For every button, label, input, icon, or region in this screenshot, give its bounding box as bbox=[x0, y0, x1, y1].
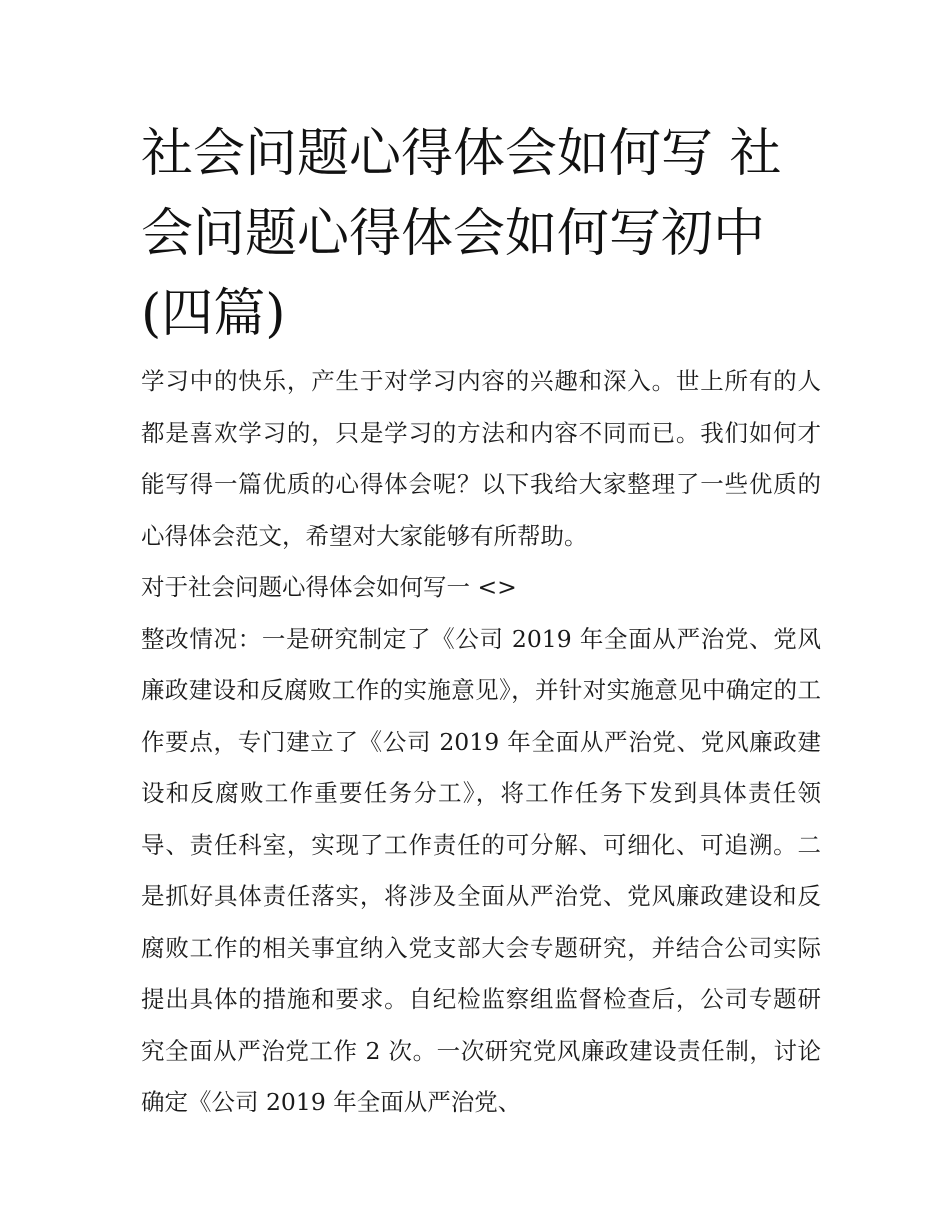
intro-paragraph: 学习中的快乐，产生于对学习内容的兴趣和深入。世上所有的人都是喜欢学习的，只是学习的方法和内容不同而已。我们如何才能写得一篇优质的心得体会呢？以下我给大家整理了一些优质的心得体会范文，希望对大家能够有所帮助。 bbox=[141, 367, 821, 550]
section-heading: 对于社会问题心得体会如何写一 <> bbox=[141, 573, 517, 601]
body-paragraph: 整改情况：一是研究制定了《公司 2019 年全面从严治党、党风廉政建设和反腐败工作的实施意见》，并针对实施意见中确定的工作要点，专门建立了《公司 2019 年全面从严治党、党风廉政建设和反腐败工作重要任务分工》，将工作任务下发到具体责任领导、责任科室，实现了工作责任的可分解、可细化、可追溯。二是抓好具体责任落实，将涉及全面从严治党、党风廉政建设和反腐败工作的相关事宜纳入党支部大会专题研究，并结合公司实际提出具体的措施和要求。自纪检监察组监督检查后，公司专题研究全面从严治党工作 2 次。一次研究党风廉政建设责任制，讨论确定《公司 2019 年全面从严治党、 bbox=[141, 624, 821, 1116]
document-title: 社会问题心得体会如何写 社会问题心得体会如何写初中(四篇) bbox=[141, 124, 782, 344]
document-body bbox=[141, 356, 821, 1129]
